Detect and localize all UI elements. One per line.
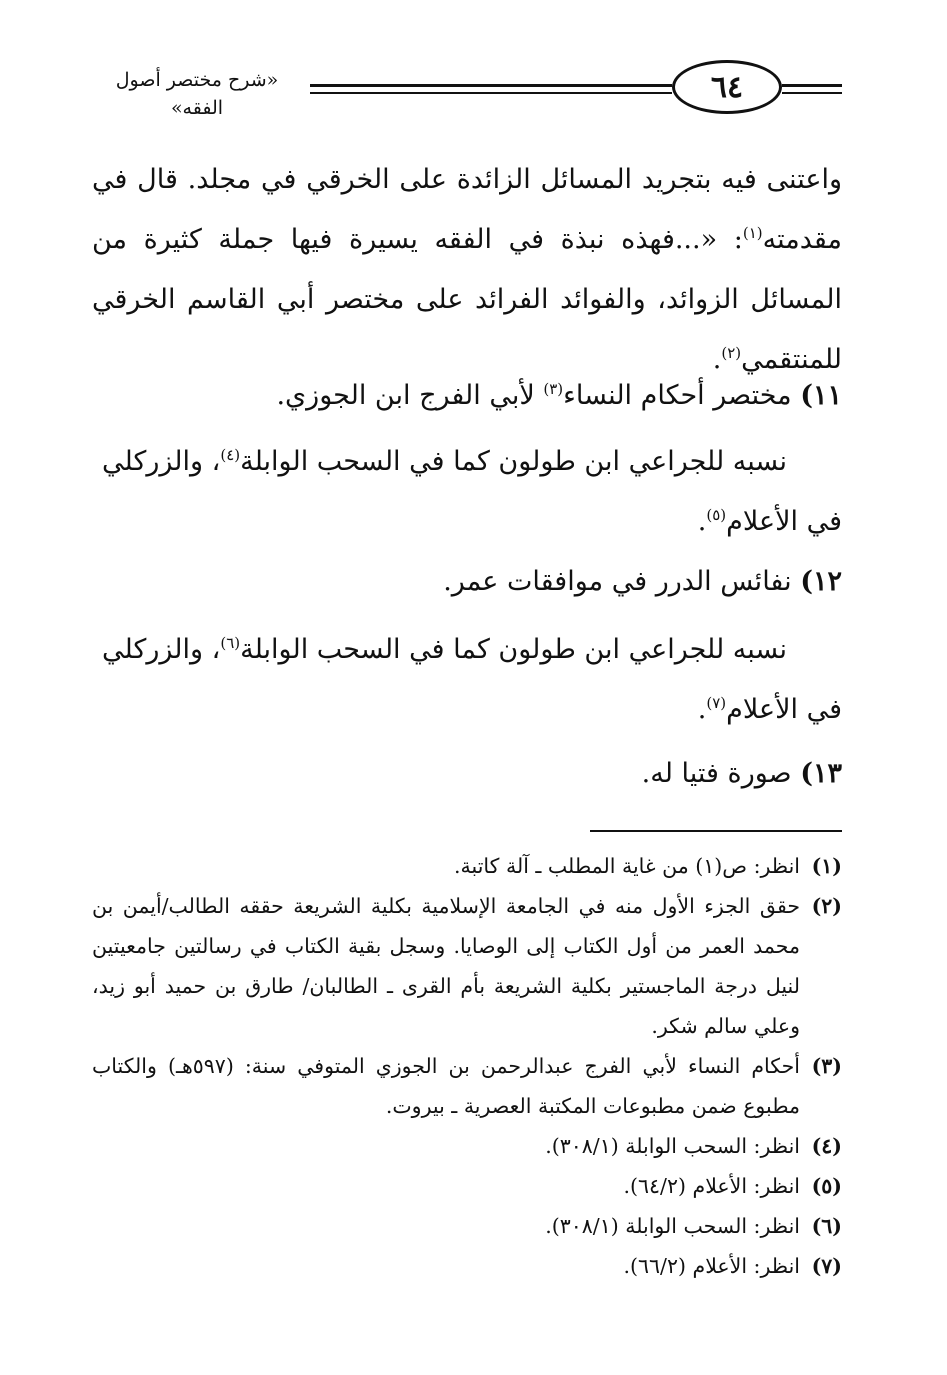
text-run: نفائس الدرر في موافقات عمر. bbox=[443, 566, 792, 597]
footnote-number: (٢) bbox=[811, 894, 842, 918]
text-run: نسبه للجراعي ابن طولون كما في السحب الوابلة bbox=[240, 446, 787, 477]
footnote-ref[interactable]: (٢) bbox=[721, 344, 742, 362]
footnote-text: انظر: السحب الوابلة (٣٠٨/١). bbox=[545, 1134, 800, 1158]
intro-paragraph bbox=[92, 150, 842, 390]
footnote-text: انظر: ص(١) من غاية المطلب ـ آلة كاتبة. bbox=[454, 854, 800, 878]
header-rule bbox=[310, 84, 672, 87]
footnote-number: (٥) bbox=[811, 1174, 842, 1198]
text-run: نسبه للجراعي ابن طولون كما في السحب الوابلة bbox=[240, 634, 787, 665]
text-run: . bbox=[697, 694, 707, 725]
footnote-ref[interactable]: (٧) bbox=[706, 694, 727, 712]
item-number: ١١) bbox=[800, 380, 842, 411]
text-run: ، والزركلي في الأعلام bbox=[102, 446, 842, 537]
header-rule bbox=[782, 84, 842, 87]
list-item bbox=[92, 366, 842, 426]
item-number: ١٢) bbox=[800, 566, 842, 597]
attribution-note bbox=[92, 620, 842, 740]
running-title: «شرح مختصر أصول الفقه» bbox=[115, 69, 279, 119]
footnote-number: (٤) bbox=[811, 1134, 842, 1158]
text-run: مختصر أحكام النساء bbox=[563, 380, 792, 411]
footnote-number: (٧) bbox=[811, 1254, 842, 1278]
text-run: . bbox=[712, 344, 722, 375]
footnote-text: أحكام النساء لأبي الفرج عبدالرحمن بن الجوزي المتوفي سنة: (٥٩٧هـ) والكتاب مطبوع ضمن مطبوعات المكتبة العصرية ـ بيروت. bbox=[92, 1054, 800, 1118]
footnote bbox=[92, 1206, 842, 1246]
footnote-text: انظر: السحب الوابلة (٣٠٨/١). bbox=[545, 1214, 800, 1238]
footnote-number: (٦) bbox=[811, 1214, 842, 1238]
footnote bbox=[92, 846, 842, 886]
footnote-text: انظر: الأعلام (٦٦/٢). bbox=[623, 1254, 800, 1278]
footnote-ref[interactable]: (١) bbox=[742, 224, 763, 242]
attribution-note bbox=[92, 432, 842, 552]
text-run: واعتنى فيه بتجريد المسائل الزائدة على الخرقي في مجلد. قال في مقدمته bbox=[92, 164, 842, 255]
footnote-text: حقق الجزء الأول منه في الجامعة الإسلامية بكلية الشريعة حققه الطالب/أيمن بن محمد العمر من أول الكتاب إلى الوصايا. وسجل بقية الكتاب في رسالتين جامعيتين لنيل درجة الماجستير بكلية الشريعة بأم القرى ـ الطالبان/ طارق بن حميد أبو زيد، وعلي سالم شكر. bbox=[92, 894, 800, 1038]
footnote-ref[interactable]: (٦) bbox=[220, 634, 241, 652]
footnote bbox=[92, 1126, 842, 1166]
footnotes bbox=[92, 846, 842, 1286]
footnote-number: (١) bbox=[811, 854, 842, 878]
footnote-ref[interactable]: (٤) bbox=[220, 446, 241, 464]
page-number-badge bbox=[672, 60, 782, 114]
footnote-ref[interactable]: (٣) bbox=[543, 380, 564, 398]
text-run: صورة فتيا له. bbox=[641, 758, 792, 789]
text-run: : «...فهذه نبذة في الفقه يسيرة فيها جملة كثيرة من المسائل الزوائد، والفوائد الفرائد على مختصر أبي القاسم الخرقي للمنتقمي bbox=[92, 224, 842, 375]
text-run: لأبي الفرج ابن الجوزي. bbox=[276, 380, 535, 411]
text-run: . bbox=[697, 506, 707, 537]
list-item bbox=[92, 744, 842, 804]
footnote bbox=[92, 1166, 842, 1206]
page-number: ٦٤ bbox=[710, 69, 744, 105]
list-item bbox=[92, 552, 842, 612]
header-rule bbox=[310, 92, 672, 94]
footnote bbox=[92, 886, 842, 1046]
header-rule bbox=[782, 92, 842, 94]
footnote bbox=[92, 1246, 842, 1286]
footnote-number: (٣) bbox=[811, 1054, 842, 1078]
item-number: ١٣) bbox=[800, 758, 842, 789]
footnote-separator bbox=[590, 830, 842, 832]
footnote-text: انظر: الأعلام (٦٤/٢). bbox=[623, 1174, 800, 1198]
footnote bbox=[92, 1046, 842, 1126]
footnote-ref[interactable]: (٥) bbox=[706, 506, 727, 524]
text-run: ، والزركلي في الأعلام bbox=[102, 634, 842, 725]
